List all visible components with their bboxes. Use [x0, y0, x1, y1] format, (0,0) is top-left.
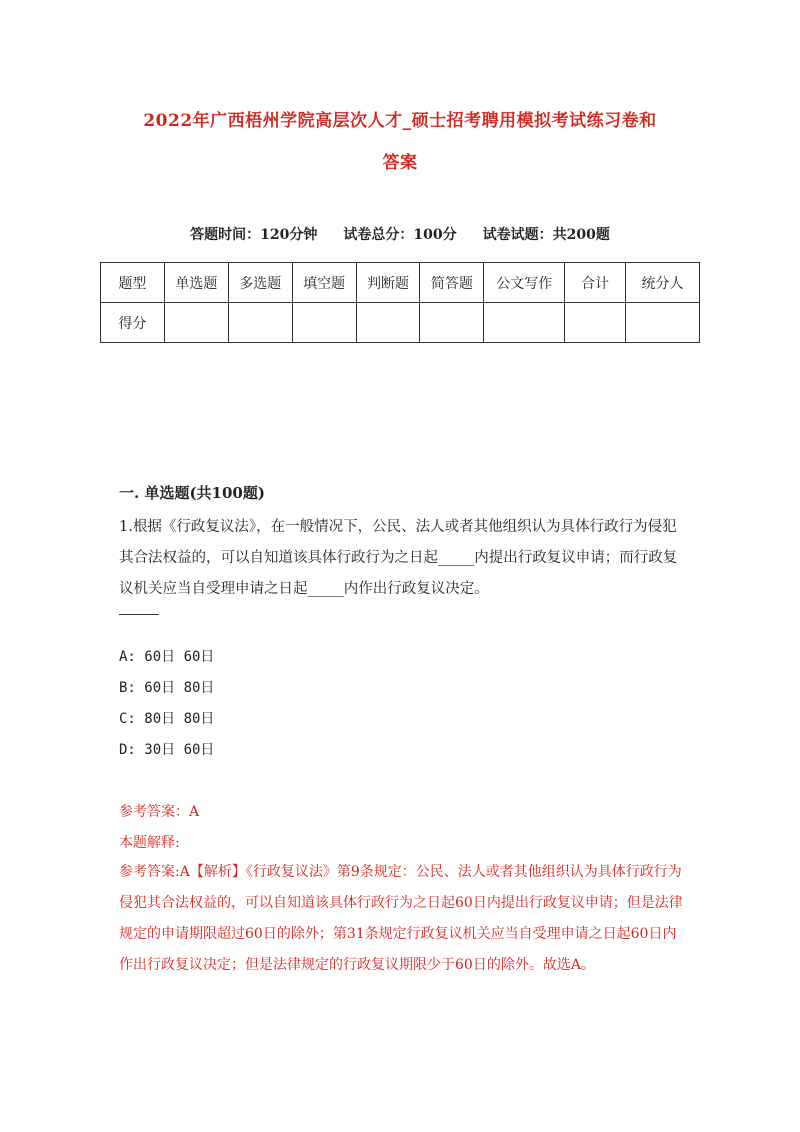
exam-time: 答题时间：120分钟 [190, 227, 318, 243]
score-cell[interactable] [420, 303, 484, 343]
score-table [100, 262, 700, 343]
document-title-line-2: 答案 [382, 153, 418, 173]
answer-blank [119, 614, 159, 615]
score-table-header: 统分人 [626, 263, 700, 303]
score-table-header-row [101, 263, 700, 303]
option-b: B: 60日 80日 [119, 680, 215, 696]
score-cell[interactable] [292, 303, 356, 343]
score-table-header: 多选题 [228, 263, 292, 303]
score-cell[interactable] [164, 303, 228, 343]
score-cell[interactable] [228, 303, 292, 343]
exam-meta [100, 224, 700, 244]
score-table-header: 合计 [565, 263, 626, 303]
option-d: D: 30日 60日 [119, 742, 215, 758]
option-c: C: 80日 80日 [119, 711, 215, 727]
score-row-label: 得分 [101, 303, 165, 343]
score-cell[interactable] [484, 303, 565, 343]
score-table-score-row [101, 303, 700, 343]
score-cell[interactable] [356, 303, 420, 343]
score-table-header: 公文写作 [484, 263, 565, 303]
option-a: A: 60日 60日 [119, 649, 215, 665]
exam-question-count: 试卷试题：共200题 [482, 227, 610, 243]
question-text: 1.根据《行政复议法》，在一般情况下，公民、法人或者其他组织认为具体行政行为侵犯其合法权益的，可以自知道该具体行政行为之日起_____内提出行政复议申请；而行政复议机关应当自受理申请之日起_____内作出行政复议决定。 [119, 519, 678, 597]
score-table-header: 单选题 [164, 263, 228, 303]
reference-answer: 参考答案：A [119, 804, 200, 820]
score-table-header: 简答题 [420, 263, 484, 303]
score-table-header: 判断题 [356, 263, 420, 303]
document-title-line-1: 2022年广西梧州学院高层次人才_硕士招考聘用模拟考试练习卷和 [143, 111, 657, 131]
score-table-header: 填空题 [292, 263, 356, 303]
score-cell[interactable] [626, 303, 700, 343]
explanation-text: 参考答案:A【解析】《行政复议法》第9条规定：公民、法人或者其他组织认为具体行政行为侵犯其合法权益的，可以自知道该具体行政行为之日起60日内提出行政复议申请；但是法律规定的申请期限超过60日的除外；第31条规定行政复议机关应当自受理申请之日起60日内作出行政复议决定；但是法律规定的行政复议期限少于60日的除外。故选A。 [119, 864, 683, 973]
section-title: 一. 单选题(共100题) [119, 484, 265, 502]
score-table-header: 题型 [101, 263, 165, 303]
exam-total-score: 试卷总分：100分 [343, 227, 457, 243]
score-cell[interactable] [565, 303, 626, 343]
explanation-label: 本题解释: [119, 835, 180, 851]
